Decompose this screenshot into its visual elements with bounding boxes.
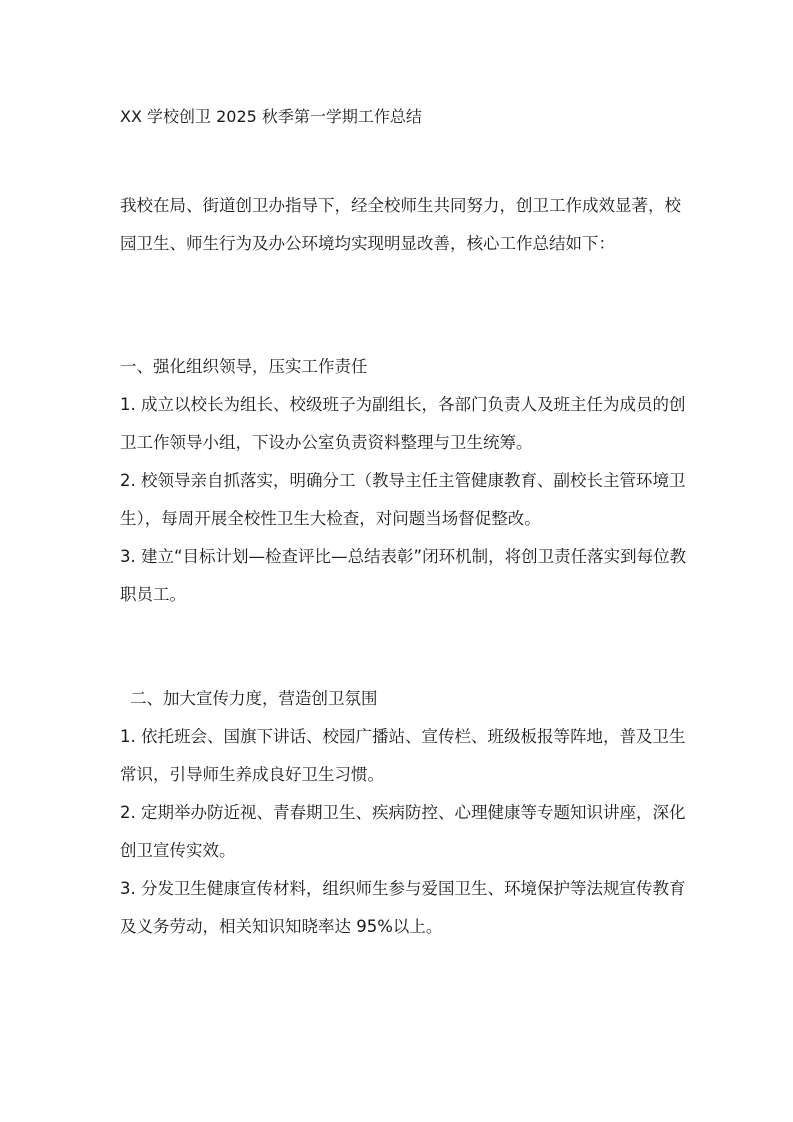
- list-item: 2. 校领导亲自抓落实，明确分工（教导主任主管健康教育、副校长主管环境卫生），每周开展全校性卫生大检查，对问题当场督促整改。: [120, 471, 686, 528]
- intro-paragraph: [120, 187, 690, 263]
- list-item: 3. 分发卫生健康宣传材料，组织师生参与爱国卫生、环境保护等法规宣传教育及义务劳动，相关知识知晓率达 95%以上。: [120, 879, 686, 936]
- section-1-heading: 一、强化组织领导，压实工作责任: [120, 357, 368, 376]
- section-1-list: [120, 386, 690, 614]
- intro-text: 我校在局、街道创卫办指导下，经全校师生共同努力，创卫工作成效显著，校园卫生、师生行为及办公环境均实现明显改善，核心工作总结如下：: [120, 196, 681, 253]
- section-2-list: [120, 718, 690, 946]
- list-item: 1. 依托班会、国旗下讲话、校园广播站、宣传栏、班级板报等阵地，普及卫生常识，引导师生养成良好卫生习惯。: [120, 727, 686, 784]
- list-item: 1. 成立以校长为组长、校级班子为副组长，各部门负责人及班主任为成员的创卫工作领导小组，下设办公室负责资料整理与卫生统筹。: [120, 395, 686, 452]
- document-title: XX 学校创卫 2025 秋季第一学期工作总结: [120, 107, 422, 126]
- section-2-heading: 二、加大宣传力度，营造创卫氛围: [130, 689, 378, 708]
- list-item: 3. 建立“目标计划—检查评比—总结表彰”闭环机制，将创卫责任落实到每位教职员工。: [120, 547, 687, 604]
- list-item: 2. 定期举办防近视、青春期卫生、疾病防控、心理健康等专题知识讲座，深化创卫宣传实效。: [120, 803, 686, 860]
